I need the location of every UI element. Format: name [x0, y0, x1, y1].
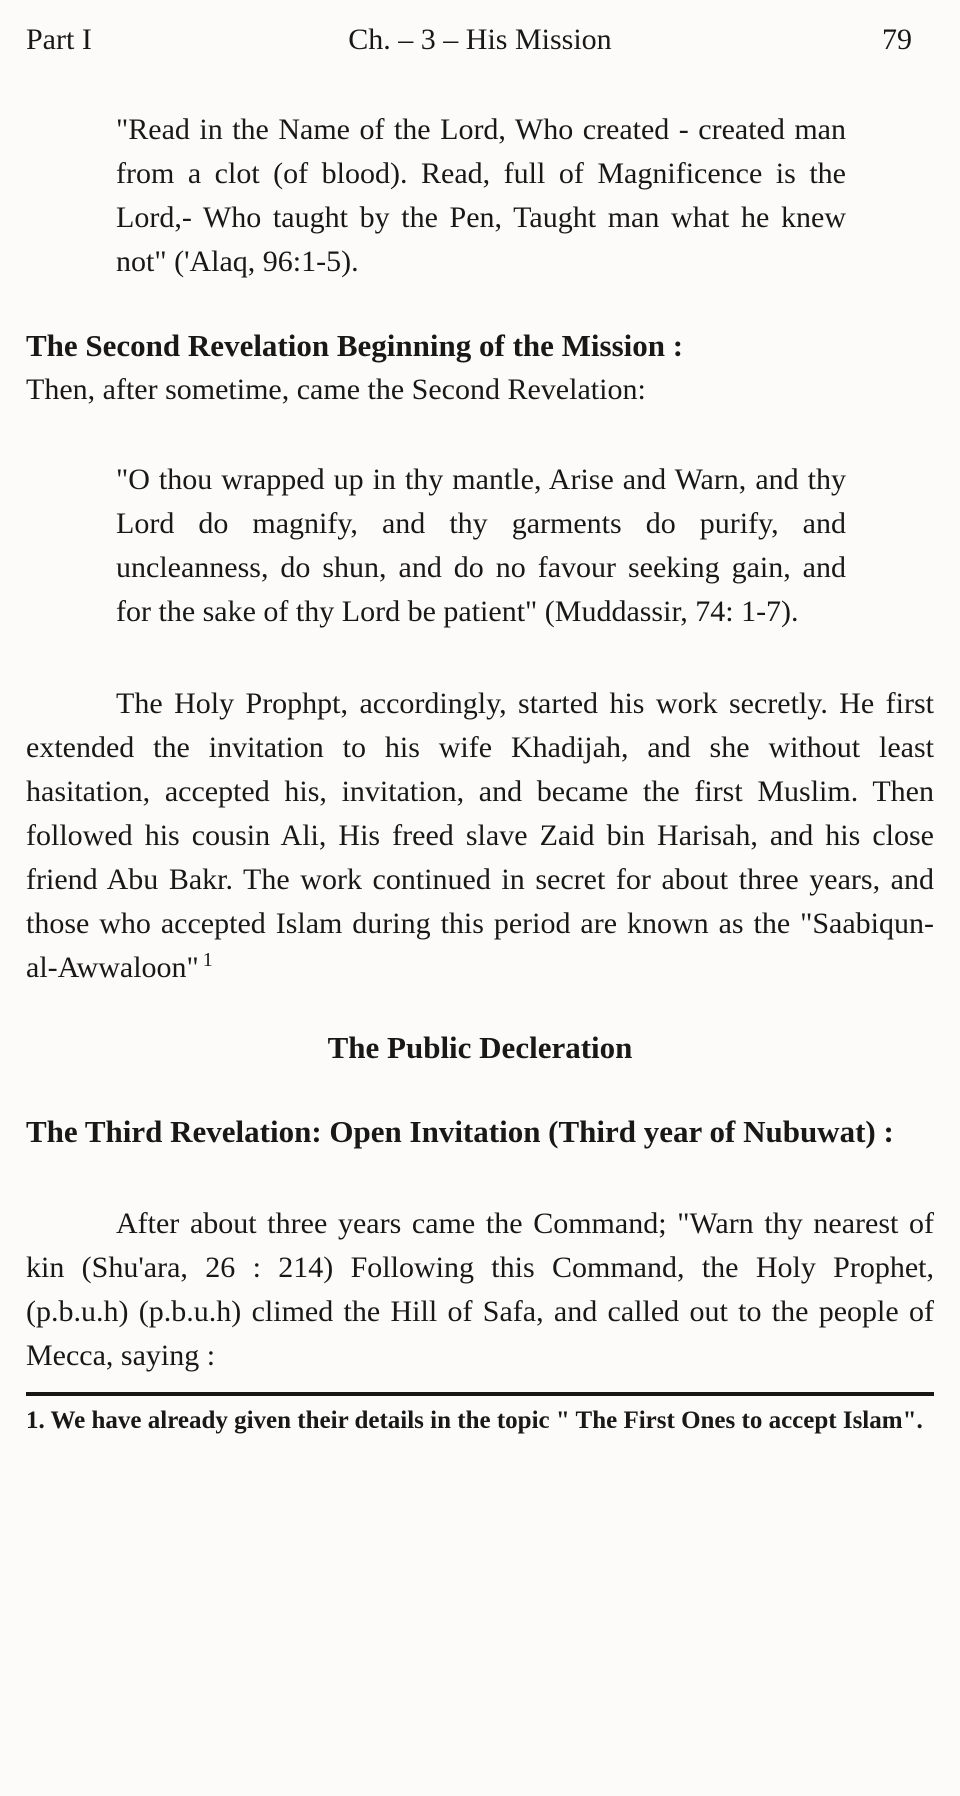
part-label: Part I: [26, 23, 92, 56]
body-paragraph-secret-mission: [26, 682, 934, 990]
page-header: [26, 22, 934, 58]
page-number: 79: [882, 23, 912, 56]
footnote-divider: [26, 1392, 934, 1396]
body-paragraph-text: The Holy Prophpt, accordingly, started his work secretly. He first extended the invitation to his wife Khadijah, and she without least hasitation, accepted his, invitation, and became the first Muslim. Then followed his cousin Ali, His freed slave Zaid bin Harisah, and his close friend Abu Bakr. The work continued in secret for about three years, and those who accepted Islam during this period are known as the "Saabiqun-al-Awwaloon": [26, 687, 934, 984]
section-heading-second-revelation: The Second Revelation Beginning of the Mission :: [26, 328, 684, 363]
chapter-title: Ch. – 3 – His Mission: [348, 23, 612, 56]
quran-quote-alaq: "Read in the Name of the Lord, Who created - created man from a clot (of blood). Read, full of Magnificence is the Lord,- Who taught by the Pen, Taught man what he knew not" ('Alaq, 96:1-5).: [116, 113, 846, 278]
footnote-ref-marker: 1: [202, 949, 213, 971]
intro-line: Then, after sometime, came the Second Revelation:: [26, 373, 646, 406]
quran-quote-muddassir: "O thou wrapped up in thy mantle, Arise and Warn, and thy Lord do magnify, and thy garments do purify, and uncleanness, do shun, and do no favour seeking gain, and for the sake of thy Lord be patient" (Muddassir, 74: 1-7).: [116, 463, 846, 628]
footnote-text: 1. We have already given their details in the topic " The First Ones to accept Islam".: [26, 1407, 923, 1434]
center-heading-public-declaration: The Public Decleration: [327, 1030, 633, 1065]
body-paragraph-open-invitation: After about three years came the Command; "Warn thy nearest of kin (Shu'ara, 26 : 214) Following this Command, the Holy Prophet, (p.b.u.h) (p.b.u.h) climed the Hill of Safa, and called out to the people of Mecca, saying :: [26, 1207, 934, 1372]
section-heading-third-revelation: The Third Revelation: Open Invitation (Third year of Nubuwat) :: [26, 1114, 894, 1149]
